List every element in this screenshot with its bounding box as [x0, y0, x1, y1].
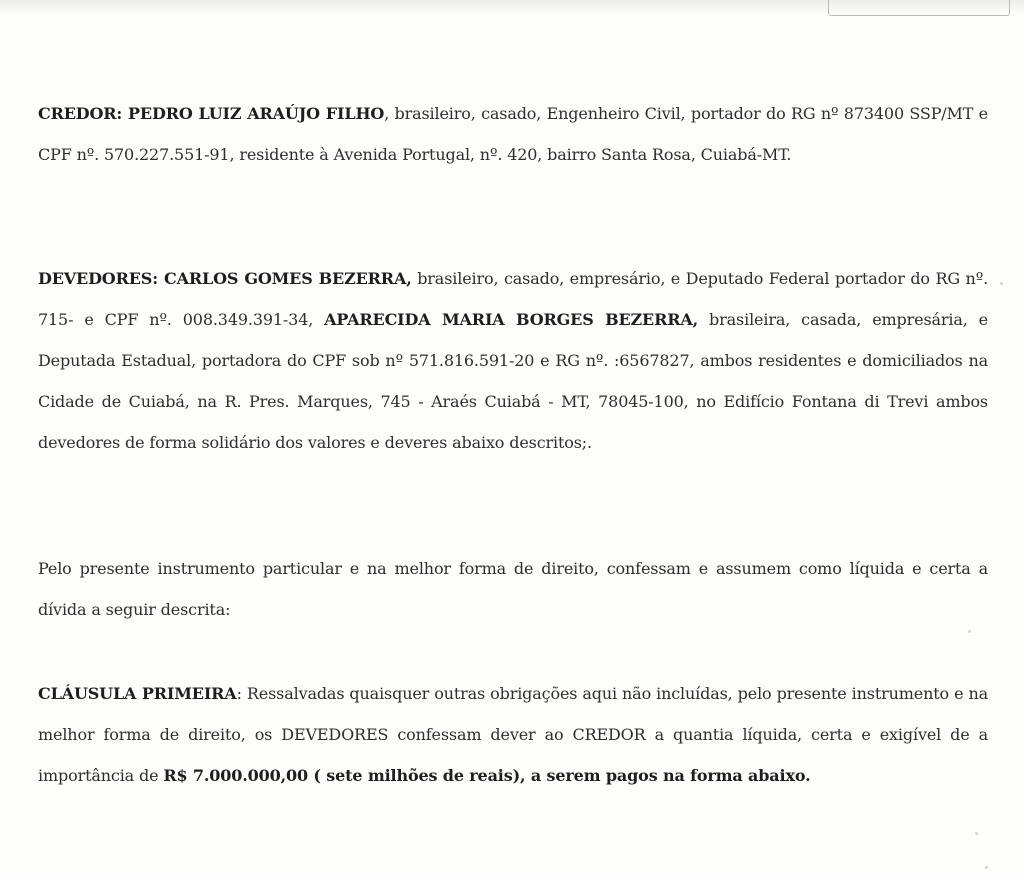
scan-speck: [968, 630, 971, 633]
credor-details: , brasileiro, casado, Engenheiro Civil, portador do RG nº 873400 SSP/MT e CPF nº. 570.227.551-91, residente à Avenida Portugal, nº. 420, bairro Santa Rosa, Cuiabá-MT.: [38, 104, 988, 164]
scan-speck: [975, 832, 978, 835]
intro-paragraph: Pelo presente instrumento particular e na melhor forma de direito, confessam e assumem como líquida e certa a dívida a seguir descrita:: [38, 559, 988, 619]
credor-paragraph: [38, 93, 988, 175]
devedores-paragraph: [38, 258, 988, 463]
clausula-primeira-text: : Ressalvadas quaisquer outras obrigações aqui não incluídas, pelo presente instrumento e na melhor forma de direito, os DEVEDORES confessam dever ao CREDOR a quantia líquida, certa e exigível de a importância de: [38, 684, 988, 785]
devedor1-details: brasileiro, casado, empresário, e Deputado Federal portador do RG nº. 715- e CPF nº. 008.349.391-34,: [38, 269, 989, 329]
devedores-label: DEVEDORES: CARLOS GOMES BEZERRA,: [38, 269, 412, 288]
devedor2-name: APARECIDA MARIA BORGES BEZERRA,: [324, 310, 699, 329]
clausula-primeira-amount: R$ 7.000.000,00 ( sete milhões de reais), a serem pagos na forma abaixo.: [163, 766, 811, 785]
clausula-primeira-paragraph: [38, 673, 988, 796]
credor-label: CREDOR: PEDRO LUIZ ARAÚJO FILHO: [38, 104, 385, 123]
top-stamp-frame: [828, 0, 1010, 16]
clausula-primeira-label: CLÁUSULA PRIMEIRA: [38, 684, 237, 703]
scan-speck: [1000, 282, 1003, 285]
devedor2-details: brasileira, casada, empresária, e Deputada Estadual, portadora do CPF sob nº 571.816.591-20 e RG nº. :6567827, ambos residentes e domiciliados na Cidade de Cuiabá, na R. Pres. Marques, 745 - Araés Cuiabá - MT, 78045-100, no Edifício Fontana di Trevi ambos devedores de forma solidário dos valores e deveres abaixo descritos;.: [38, 310, 989, 452]
scan-speck: [985, 866, 988, 869]
